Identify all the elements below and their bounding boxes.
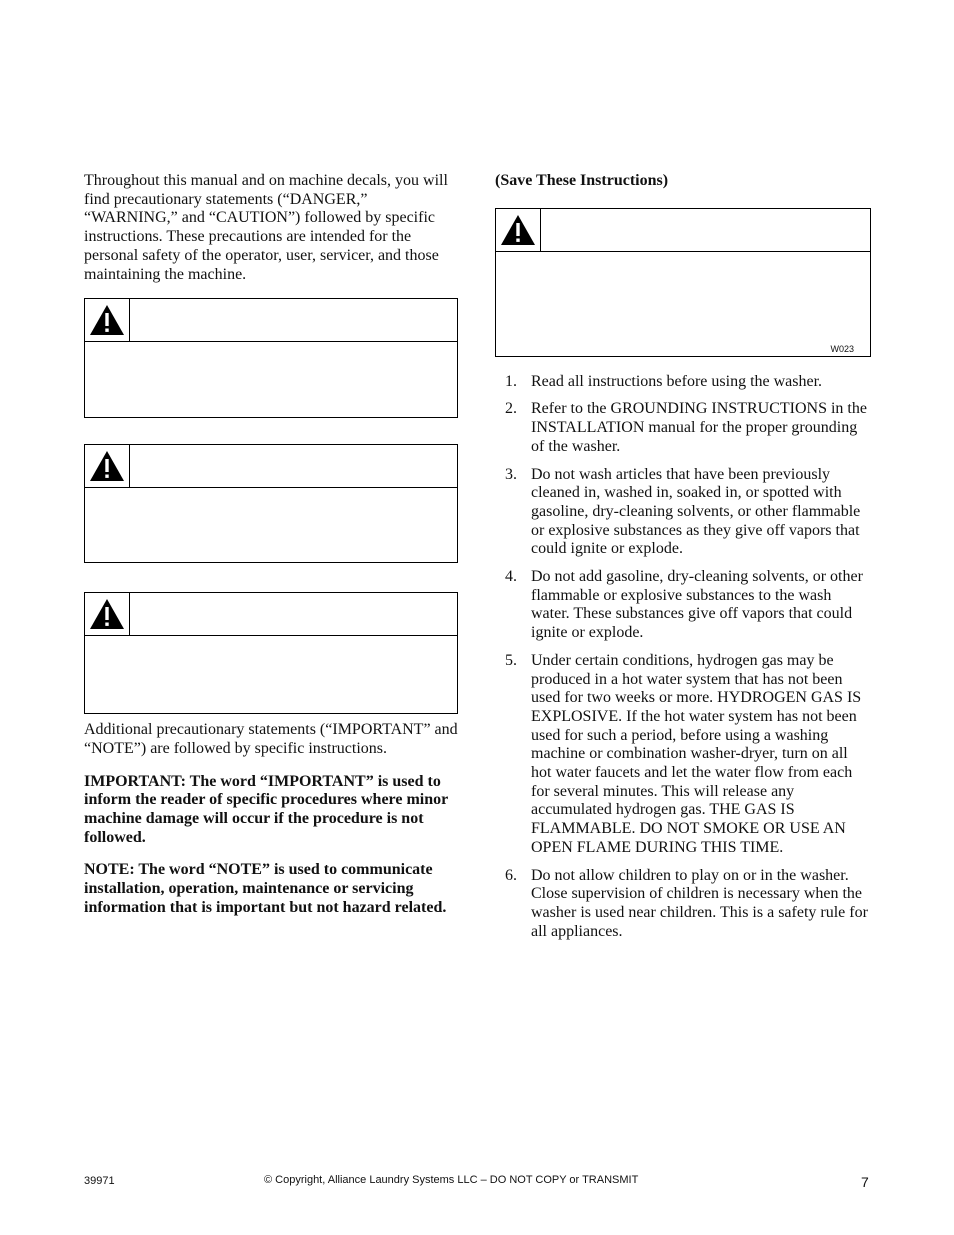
list-item: 2. Refer to the GROUNDING INSTRUCTIONS in the INSTALLATION manual for the proper grounding of the washer. [505,400,867,455]
warning-triangle-icon [496,209,541,251]
left-column [84,170,458,918]
warning-triangle-icon [85,445,130,487]
warning-box-header [85,299,457,342]
warning-box-body [85,488,457,562]
list-item: 6. Do not allow children to play on or in the washer. Close supervision of children is necessary when the washer is used near children. This is a safety rule for all appliances. [505,866,868,940]
page-number: 7 [861,1174,869,1190]
doc-number: 39971 [84,1175,115,1187]
warning-box-warning [84,444,458,563]
copyright-notice: © Copyright, Alliance Laundry Systems LLC – DO NOT COPY or TRANSMIT [264,1174,639,1186]
warning-triangle-icon [85,299,130,341]
warning-box-caution [84,592,458,714]
list-item: 4. Do not add gasoline, dry-cleaning solvents, or other flammable or explosive substances to the wash water. These substances give off vapors that could ignite or explode. [505,568,863,642]
warning-box-body [85,342,457,417]
warning-triangle-icon [85,593,130,635]
list-item: 3. Do not wash articles that have been previously cleaned in, washed in, soaked in, or spotted with gasoline, dry-cleaning solvents, or other flammable or explosive substances as they give off vapors that could ignite or explode. [505,465,861,558]
note-paragraph: NOTE: The word “NOTE” is used to communicate installation, operation, maintenance or servicing information that is important but not hazard related. [84,861,447,916]
important-paragraph: IMPORTANT: The word “IMPORTANT” is used to inform the reader of specific procedures where minor machine damage will occur if the procedure is not followed. [84,772,448,846]
warning-code: W023 [830,343,854,354]
warning-box-danger [84,298,458,418]
intro-paragraph: Throughout this manual and on machine decals, you will find precautionary statements (“DANGER,” “WARNING,” and “CAUTION”) followed by specific instructions. These precautions are intended for the personal safety of the operator, user, servicer, and those maintaining the machine. [84,172,448,283]
warning-box-body [85,636,457,713]
additional-paragraph: Additional precautionary statements (“IMPORTANT” and “NOTE”) are followed by specific instructions. [84,721,458,757]
warning-box-header [85,593,457,636]
list-item: 1. Read all instructions before using the washer. [505,372,823,390]
list-item: 5. Under certain conditions, hydrogen gas may be produced in a hot water system that has not been used for two weeks or more. HYDROGEN GAS IS EXPLOSIVE. If the hot water system has not been used for such a period, before using a washing machine or combination washer-dryer, turn on all hot water faucets and let the water flow from each for several minutes. This will release any accumulated hydrogen gas. THE GAS IS FLAMMABLE. DO NOT SMOKE OR USE AN OPEN FLAME DURING THIS TIME. [505,651,862,856]
warning-box-w023 [495,208,871,357]
warning-box-body [496,252,870,356]
save-instructions-heading: (Save These Instructions) [495,172,669,189]
warning-box-header [496,209,870,252]
warning-box-header [85,445,457,488]
safety-instructions-list [495,373,871,942]
right-column [495,170,871,950]
